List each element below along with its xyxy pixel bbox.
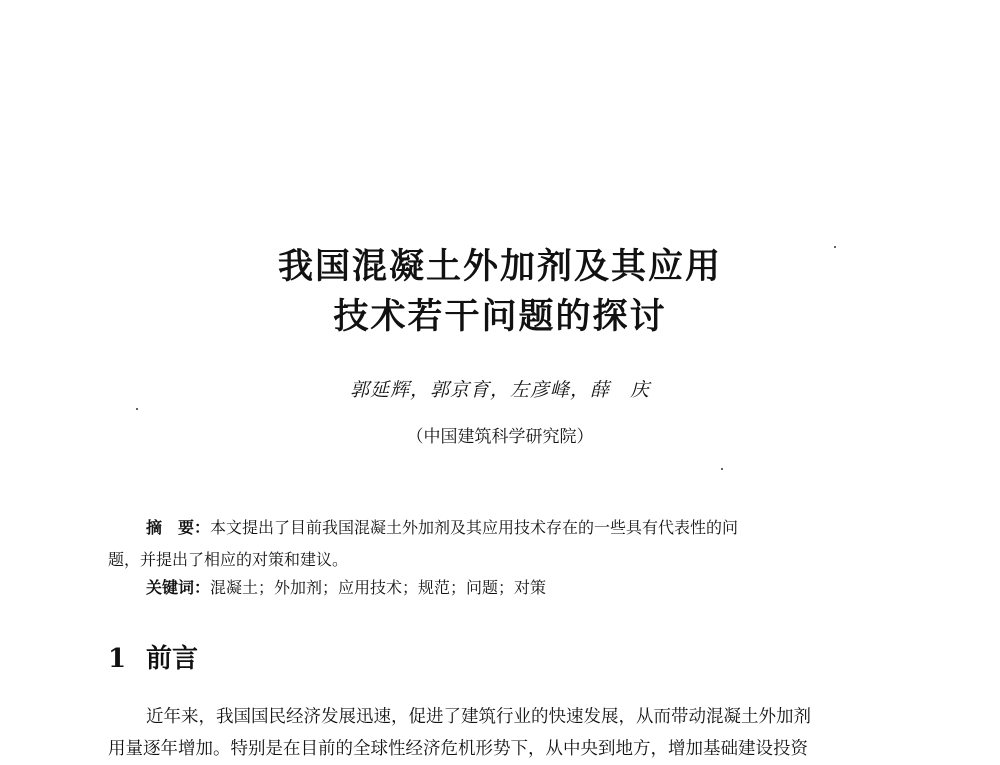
paper-title xyxy=(0,242,1000,342)
section-title: 前言 xyxy=(146,644,199,674)
scan-speck xyxy=(834,246,836,248)
abstract-label: 摘 要： xyxy=(146,518,211,537)
affiliation: （中国建筑科学研究院） xyxy=(406,427,594,447)
body-line-2: 用量逐年增加。特别是在目前的全球性经济危机形势下，从中央到地方，增加基础建设投资 xyxy=(108,739,808,759)
abstract-line-1 xyxy=(108,512,908,544)
body-paragraph xyxy=(108,701,908,765)
abstract-line-2: 题，并提出了相应的对策和建议。 xyxy=(108,550,349,569)
keywords-label: 关键词： xyxy=(146,578,211,597)
abstract-text-1: 本文提出了目前我国混凝土外加剂及其应用技术存在的一些具有代表性的问 xyxy=(210,518,739,537)
author-list: 郭延辉，郭京育，左彦峰，薛 庆 xyxy=(349,379,650,401)
scan-speck xyxy=(721,468,723,470)
keywords xyxy=(146,574,546,602)
section-number: 1 xyxy=(108,644,127,674)
scan-speck xyxy=(136,408,138,410)
section-heading xyxy=(108,638,198,675)
abstract xyxy=(108,512,908,576)
title-line-2: 技术若干问题的探讨 xyxy=(333,296,667,337)
keywords-text: 混凝土；外加剂；应用技术；规范；问题；对策 xyxy=(210,578,547,597)
body-line-1: 近年来，我国国民经济发展迅速，促进了建筑行业的快速发展，从而带动混凝土外加剂 xyxy=(146,707,811,727)
title-line-1: 我国混凝土外加剂及其应用 xyxy=(277,246,722,287)
